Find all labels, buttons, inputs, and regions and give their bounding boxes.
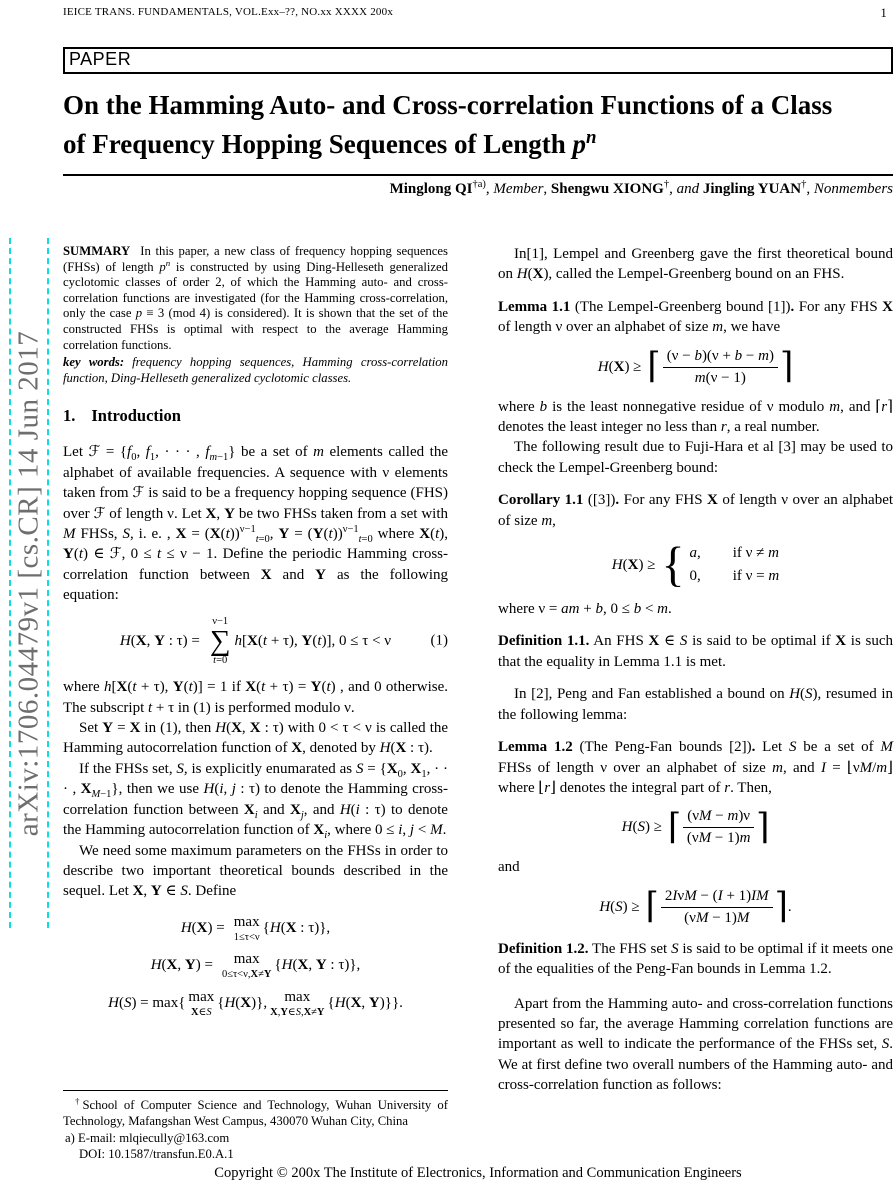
max3-mid: {H(X)}, — [217, 994, 268, 1011]
keywords-paragraph — [63, 355, 448, 386]
paper-title-line2: of Frequency Hopping Sequences of Length $p^n$ — [63, 127, 597, 159]
max2-operator — [222, 951, 271, 981]
cases-lhs: H(X) ≥ — [611, 556, 656, 573]
max-operator-word: max — [233, 913, 260, 930]
max3-operator-1 — [188, 989, 214, 1019]
right-ceiling-icon: ⌉ — [774, 887, 788, 927]
lg-lhs: H(X) ≥ — [597, 358, 642, 375]
definition-1-2: Definition 1.2. The FHS set S is said to be optimal if it meets one of the equalities of the Peng-Fan bounds in Lemma 1.2. — [498, 940, 893, 978]
lemma-1-1: Lemma 1.1 (The Lempel-Greenberg bound [1]). For any FHS X of length ν over an alphabet of size m, we have — [498, 298, 894, 336]
left-ceiling-icon: ⌈ — [667, 807, 682, 847]
arxiv-stamp — [9, 238, 49, 928]
equation-max-set — [63, 989, 448, 1019]
pf1-numerator: (νM − m)ν — [683, 808, 754, 828]
intro-paragraph-2: where h[X(t + τ), Y(t)] = 1 if X(t + τ) = Y(t) , and 0 otherwise. The subscript t + τ in (1) is performed modulo ν. — [63, 679, 448, 716]
case-1-condition: if ν ≠ m — [732, 545, 780, 562]
two-column-body — [63, 244, 893, 1162]
sum-upper-limit: ν−1 — [212, 615, 229, 627]
case-1-value: a, — [689, 545, 701, 562]
sigma-icon: ∑ — [209, 624, 231, 657]
lemma-1-2: Lemma 1.2 (The Peng-Fan bounds [2]). Let S be a set of M FHSs of length ν over an alphabet of size m, and I = ⌊νM/m⌋ where ⌊r⌋ denotes the integral part of r. Then, — [498, 739, 893, 796]
right-paragraph-3: The following result due to Fuji-Hara et al [3] may be used to check the Lempel-Greenberg bound: — [498, 439, 893, 476]
max1-limits: 1≤τ<ν — [233, 931, 260, 943]
title-rule — [63, 174, 893, 176]
max-operator-word: max — [188, 988, 215, 1005]
journal-header: IEICE TRANS. FUNDAMENTALS, VOL.Exx–??, NO.xx XXXX 200x — [63, 6, 394, 18]
max2-rhs: {H(X, Y : τ)}, — [274, 957, 361, 974]
corollary-1-1: Corollary 1.1 ([3]). For any FHS X of length ν over an alphabet of size m, — [498, 492, 894, 529]
cases-grid — [689, 545, 779, 585]
footnote-doi: DOI: 10.1587/transfun.E0.A.1 — [79, 1146, 234, 1161]
intro-paragraph-1: Let ℱ = {$f_0$, $f_1$, · · · , $f_{m-1}$} be a set of m elements called the alphabet of available frequencies. A sequence with ν elements taken from ℱ is said to be a frequency hopping sequence (FHS) over ℱ of length ν. Let X, Y be two FHSs taken from a set with M FHSs, S, i. e. , $X = (X(t))^{\nu-1}_{t=0}$, $Y = (Y(t))^{\nu-1}_{t=0}$ where X(t), Y(t) ∈ ℱ, 0 ≤ t ≤ ν − 1. Define the periodic Hamming cross-correlation function between X and Y as the following equation: — [63, 444, 449, 604]
max3-rhs: {H(X, Y)}}. — [327, 994, 403, 1011]
paper-page — [63, 0, 893, 1162]
equation-max-crosscorrelation — [63, 951, 448, 981]
and-connector: and — [498, 859, 520, 876]
case-2-value: 0, — [689, 568, 701, 585]
right-paragraph-5: In [2], Peng and Fan established a bound on H(S), resumed in the following lemma: — [498, 686, 893, 723]
lg-denominator: m(ν − 1) — [694, 369, 746, 386]
right-paragraph-1: In[1], Lempel and Greenberg gave the first theoretical bound on H(X), called the Lempel-Greenberg bound on an FHS. — [498, 246, 893, 283]
summary-text: In this paper, a new class of frequency hopping sequences (FHSs) of length $p^n$ is constructed by using Ding-Helleseth generalized cyclotomic classes of order 2, of which the Hamming auto- and cross-correlation functions are investigated (for the Hamming cross-correlation, only the case p ≡ 3 (mod 4) is considered). It is shown that the set of the constructed FHSs is optimal with respect to the average Hamming correlation functions. — [63, 244, 448, 352]
max2-lhs: H(X, Y) = — [150, 957, 213, 974]
equation-max-autocorrelation — [63, 914, 448, 944]
equation-1 — [63, 616, 448, 668]
keywords-text: frequency hopping sequences, Hamming cross-correlation function, Ding-Helleseth generalized cyclotomic classes. — [63, 355, 448, 385]
intro-paragraph-3: Set Y = X in (1), then H(X, X : τ) with 0 < τ < ν is called the Hamming autocorrelation function of X, denoted by H(X : τ). — [63, 720, 449, 757]
right-paragraph-2: where b is the least nonnegative residue of ν modulo m, and ⌈r⌉ denotes the least integer no less than r, a real number. — [498, 398, 893, 436]
pf2-after: . — [787, 898, 792, 915]
left-ceiling-icon: ⌈ — [647, 347, 661, 387]
intro-paragraph-5: We need some maximum parameters on the FHSs in order to describe two important theoretical bounds described in the sequel. Let X, Y ∈ S. Define — [63, 842, 448, 900]
intro-paragraph-4: If the FHSs set, S, is explicitly enumarated as $S = \{X_0$, $X_1$, · · · , $X_{M-1}$}, then we use H(i, j : τ) to denote the Hamming cross-correlation function between $X_i$ and $X_j$, and H(i : τ) to denote the Hamming autocorrelation function of $X_i$, where 0 ≤ i, j < M. — [63, 760, 449, 842]
section-heading-introduction — [63, 406, 448, 426]
equation-lempel-greenberg — [498, 348, 893, 387]
page-number: 1 — [880, 6, 887, 20]
footnote-affiliation: †School of Computer Science and Technology, Wuhan University of Technology, Mafangshan West Campus, 430070 Wuhan City, China — [63, 1095, 448, 1129]
max1-lhs: H(X) = — [180, 919, 225, 936]
arxiv-stamp-text: arXiv:1706.04479v1 [cs.CR] 14 Jun 2017 — [12, 330, 45, 836]
pf1-fraction — [683, 808, 754, 847]
max2-limits: 0≤τ<ν,X≠Y — [221, 969, 272, 981]
max1-rhs: {H(X : τ)}, — [262, 919, 331, 936]
section-title: Introduction — [91, 406, 181, 426]
right-paragraph-4: where ν = am + b, 0 ≤ b < m. — [498, 601, 672, 618]
keywords-label: key words: — [63, 355, 125, 370]
equation-corollary-cases — [498, 537, 893, 592]
footnote-block — [63, 1090, 448, 1162]
definition-1-1: Definition 1.1. An FHS X ∈ S is said to be optimal if X is such that the equality in Lemma 1.1 is met. — [498, 633, 894, 670]
lg-fraction — [663, 348, 778, 387]
section-number: 1. — [63, 406, 76, 426]
max3-limits-2: X,Y∈S,X≠Y — [270, 1006, 325, 1018]
max-operator-word: max — [284, 988, 311, 1005]
author-line: Minglong QI$^{\dagger a)}$, Member, Shengwu XIONG†, and Jingling YUAN†, Nonmembers — [389, 179, 893, 197]
pf1-denominator: (νM − 1)m — [686, 830, 751, 847]
footnote-email: a) E-mail: mlqiecully@163.com — [65, 1130, 230, 1145]
summation-symbol — [210, 616, 231, 668]
equation-number: (1) — [430, 632, 448, 649]
summary-label: SUMMARY — [63, 244, 131, 258]
max3-limits-1: X∈S — [191, 1006, 212, 1018]
right-ceiling-icon: ⌉ — [779, 347, 794, 387]
right-ceiling-icon: ⌉ — [756, 807, 770, 847]
paper-category-box — [63, 47, 893, 74]
copyright-line: Copyright © 200x The Institute of Electronics, Information and Communication Engineers — [214, 1165, 742, 1181]
paper-category-label: PAPER — [69, 49, 132, 69]
lg-numerator: (ν − b)(ν + b − m) — [663, 348, 778, 368]
case-2-condition: if ν = m — [732, 568, 780, 585]
pf1-lhs: H(S) ≥ — [621, 819, 662, 836]
equation-1-rhs: h[X(t + τ), Y(t)], 0 ≤ τ < ν — [234, 632, 392, 649]
equation-peng-fan-2 — [498, 888, 893, 927]
left-brace-icon: { — [661, 537, 685, 592]
max-operator-word: max — [233, 951, 260, 968]
right-column — [498, 244, 893, 1162]
equation-1-lhs: H(X, Y : τ) = — [119, 632, 200, 649]
max3-operator-2 — [270, 989, 324, 1019]
max3-lhs: H(S) = max{ — [108, 994, 186, 1011]
pf2-numerator: 2IνM − (I + 1)IM — [661, 888, 773, 908]
paper-title-line1: On the Hamming Auto- and Cross-correlation Functions of a Class — [63, 90, 833, 120]
pf2-lhs: H(S) ≥ — [599, 898, 640, 915]
left-ceiling-icon: ⌈ — [645, 887, 659, 927]
max1-operator — [234, 914, 260, 944]
running-header — [63, 6, 893, 21]
right-paragraph-6: Apart from the Hamming auto- and cross-correlation functions presented so far, the average Hamming correlation functions are important as well to indicate the performance of the FHSs set, S. We at first define two overall numbers of the Hamming auto- and cross-correlation function as follows: — [498, 995, 893, 1094]
equation-peng-fan-1 — [498, 808, 893, 847]
left-column — [63, 244, 448, 1162]
paper-title — [63, 86, 893, 164]
summary-paragraph — [63, 244, 448, 353]
pf2-denominator: (νM − 1)M — [684, 909, 750, 926]
pf2-fraction — [661, 888, 773, 927]
sum-lower-limit: t=0 — [213, 655, 228, 667]
